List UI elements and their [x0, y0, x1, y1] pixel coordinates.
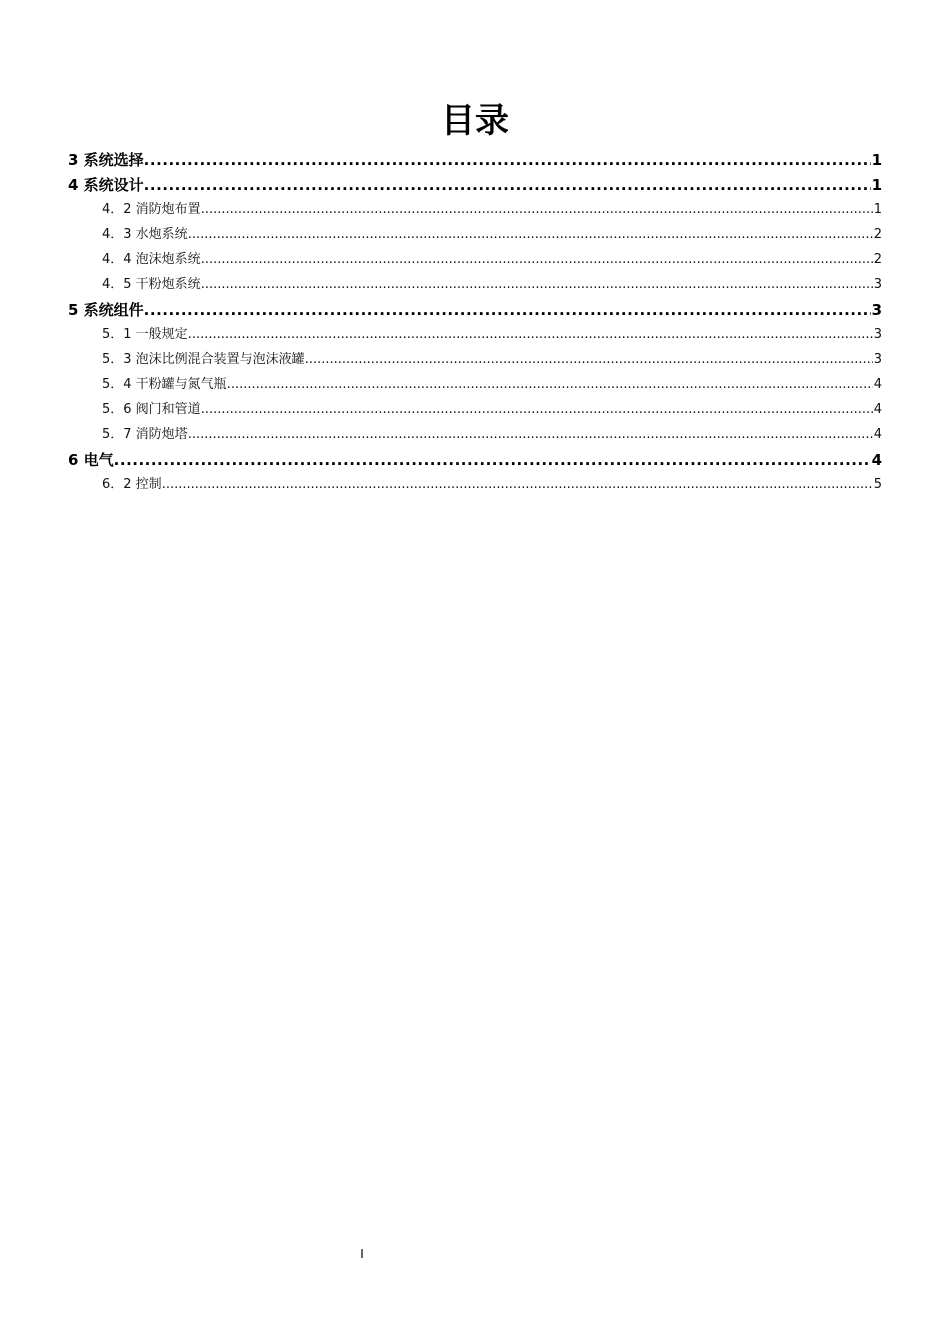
toc-entry-page: 3 — [871, 301, 882, 319]
toc-dot-leader — [227, 375, 873, 395]
toc-entry-page: 1 — [871, 151, 882, 169]
toc-entry-page: 4 — [871, 451, 882, 469]
toc-dot-leader — [188, 225, 873, 245]
page-number-footer: I — [360, 1247, 364, 1261]
toc-dot-leader — [144, 300, 871, 320]
toc-subentry[interactable] — [68, 270, 882, 295]
toc-entry-label: 5．4 干粉罐与氮气瓶 — [102, 377, 227, 392]
toc-dot-leader — [144, 175, 871, 195]
toc-subentry[interactable] — [68, 320, 882, 345]
toc-entry[interactable] — [68, 295, 882, 320]
toc-dot-leader — [144, 150, 871, 170]
toc-dot-leader — [162, 475, 873, 495]
toc-entry-label: 5．1 一般规定 — [102, 327, 188, 342]
toc-entry-label: 5．6 阀门和管道 — [102, 402, 201, 417]
toc-subentry[interactable] — [68, 345, 882, 370]
toc-dot-leader — [201, 400, 873, 420]
toc-dot-leader — [201, 275, 873, 295]
toc-entry-page: 4 — [873, 377, 882, 392]
toc-subentry[interactable] — [68, 395, 882, 420]
toc-dot-leader — [188, 425, 873, 445]
toc-entry-page: 4 — [873, 427, 882, 442]
toc-entry-label: 6 电气 — [68, 451, 114, 469]
toc-entry[interactable] — [68, 170, 882, 195]
toc-entry-label: 4．4 泡沫炮系统 — [102, 252, 201, 267]
toc-subentry[interactable] — [68, 245, 882, 270]
toc-subentry[interactable] — [68, 420, 882, 445]
toc-dot-leader — [201, 250, 873, 270]
toc-title: 目录 — [441, 101, 509, 141]
toc-entry-page: 4 — [873, 402, 882, 417]
toc-entry-label: 5 系统组件 — [68, 301, 144, 319]
toc-entry[interactable] — [68, 145, 882, 170]
toc-subentry[interactable] — [68, 470, 882, 495]
toc-dot-leader — [305, 350, 873, 370]
toc-entry-label: 4 系统设计 — [68, 176, 144, 194]
toc-entry-label: 3 系统选择 — [68, 151, 144, 169]
toc-entry-page: 2 — [873, 227, 882, 242]
toc-dot-leader — [114, 450, 871, 470]
toc-entry-label: 5．3 泡沫比例混合装置与泡沫液罐 — [102, 352, 305, 367]
toc-entry-page: 2 — [873, 252, 882, 267]
toc-entry-page: 3 — [873, 277, 882, 292]
toc-entry-page: 1 — [871, 176, 882, 194]
toc-dot-leader — [201, 200, 873, 220]
toc-entry-page: 3 — [873, 327, 882, 342]
toc-entry-label: 6．2 控制 — [102, 477, 162, 492]
toc-entry-page: 5 — [873, 477, 882, 492]
toc-subentry[interactable] — [68, 370, 882, 395]
toc-entry-label: 4．2 消防炮布置 — [102, 202, 201, 217]
table-of-contents — [68, 145, 882, 495]
toc-dot-leader — [188, 325, 873, 345]
toc-subentry[interactable] — [68, 195, 882, 220]
toc-entry-page: 3 — [873, 352, 882, 367]
toc-entry-page: 1 — [873, 202, 882, 217]
toc-entry[interactable] — [68, 445, 882, 470]
toc-entry-label: 5．7 消防炮塔 — [102, 427, 188, 442]
toc-subentry[interactable] — [68, 220, 882, 245]
toc-entry-label: 4．3 水炮系统 — [102, 227, 188, 242]
toc-entry-label: 4．5 干粉炮系统 — [102, 277, 201, 292]
